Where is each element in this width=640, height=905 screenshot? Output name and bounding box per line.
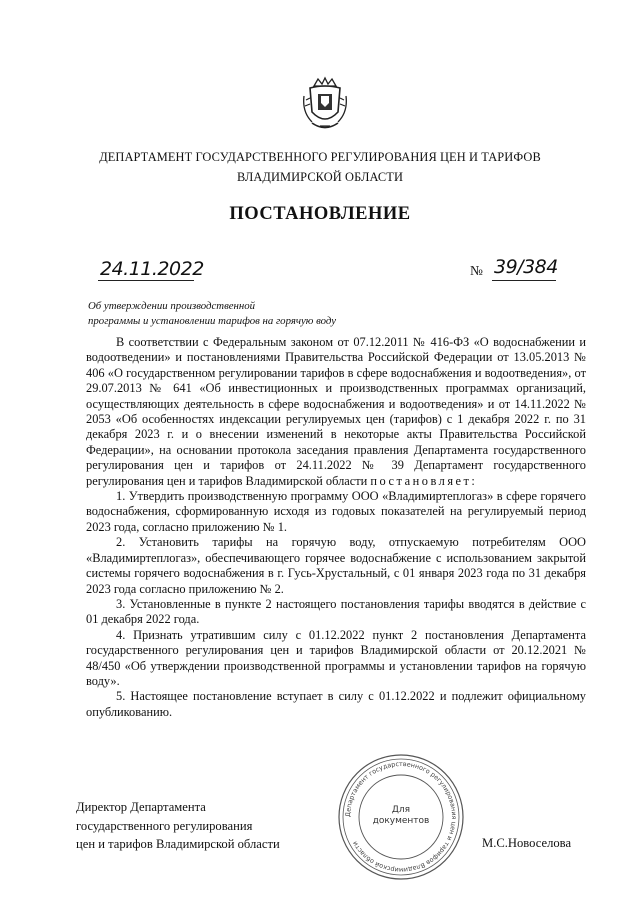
stamp-label-line1: Для	[391, 805, 411, 815]
clause-4: 4. Признать утратившим силу с 01.12.2022 пункт 2 постановления Департамента государственного регулирования цен и тарифов Владимирской области от 20.12.2021 № 48/450 «Об утверждении производственной программы и установлении тарифов на горячую воду».	[86, 627, 586, 688]
signatory-title-line2: государственного регулирования	[76, 819, 253, 833]
signatory-title-line3: цен и тарифов Владимирской области	[76, 837, 280, 851]
clause-2: 2. Установить тарифы на горячую воду, отпускаемую потребителям ООО «Владимиртеплогаз», обеспечивающего горячее водоснабжение с использованием закрытой системы горячего водоснабжения в г. Гусь-Хрустальный, с 01 января 2023 года по 31 декабря 2023 года согласно приложению № 2.	[86, 535, 586, 596]
subject-line1: Об утверждении производственной	[88, 300, 256, 312]
clause-3: 3. Установленные в пункте 2 настоящего постановления тарифы вводятся в действие с 01 декабря 2022 года.	[86, 596, 586, 627]
stamp-center-label	[351, 805, 451, 827]
document-title: ПОСТАНОВЛЕНИЕ	[229, 204, 411, 224]
stamp-label-line2: документов	[372, 816, 430, 826]
date-underline	[98, 280, 194, 281]
coat-of-arms-icon	[302, 76, 348, 134]
preamble-text: В соответствии с Федеральным законом от 07.12.2011 № 416-ФЗ «О водоснабжении и водоотведении» и постановлениями Правительства Российской Федерации от 13.05.2013 № 406 «О государственном регулировании тарифов в сфере водоснабжения и водоотведения», от 29.07.2013 № 641 «Об инвестиционных и производственных программах организаций, осуществляющих деятельность в сфере водоснабжения и водоотведения» и от 14.11.2022 № 2053 «Об особенностях индексации регулируемых цен (тарифов) с 1 декабря 2022 г. по 31 декабря 2023 г. и о внесении изменений в некоторые акты Правительства Российской Федерации», на основании протокола заседания правления Департамента государственного регулирования цен и тарифов от 24.11.2022 № 39 Департамент государственного регулирования цен и тарифов Владимирской области	[86, 335, 586, 488]
decree-word: постановляет:	[370, 473, 478, 488]
department-name-line2: ВЛАДИМИРСКОЙ ОБЛАСТИ	[236, 170, 404, 184]
clause-1: 1. Утвердить производственную программу ООО «Владимиртеплогаз» в сфере горячего водоснабжения, сформированную исходя из годовых показателей на регулируемый период 2023 года, согласно приложению № 1.	[86, 489, 586, 534]
signatory-title-line1: Директор Департамента	[76, 800, 206, 814]
document-number: 39/384	[494, 256, 558, 278]
number-sign: №	[470, 263, 483, 278]
preamble-paragraph	[86, 335, 586, 489]
stamp-ring-text: Департамент государственного регулирования цен и тарифов Владимирской области	[343, 759, 459, 875]
document-date: 24.11.2022	[100, 258, 204, 280]
document-body	[86, 335, 586, 720]
clause-5: 5. Настоящее постановление вступает в силу с 01.12.2022 и подлежит официальному опубликованию.	[86, 689, 586, 719]
number-underline	[492, 280, 556, 281]
department-name-line1: ДЕПАРТАМЕНТ ГОСУДАРСТВЕННОГО РЕГУЛИРОВАНИЯ ЦЕН И ТАРИФОВ	[99, 150, 541, 164]
signatory-name: М.С.Новоселова	[482, 836, 572, 850]
subject-line2: программы и установлении тарифов на горячую воду	[88, 315, 337, 327]
